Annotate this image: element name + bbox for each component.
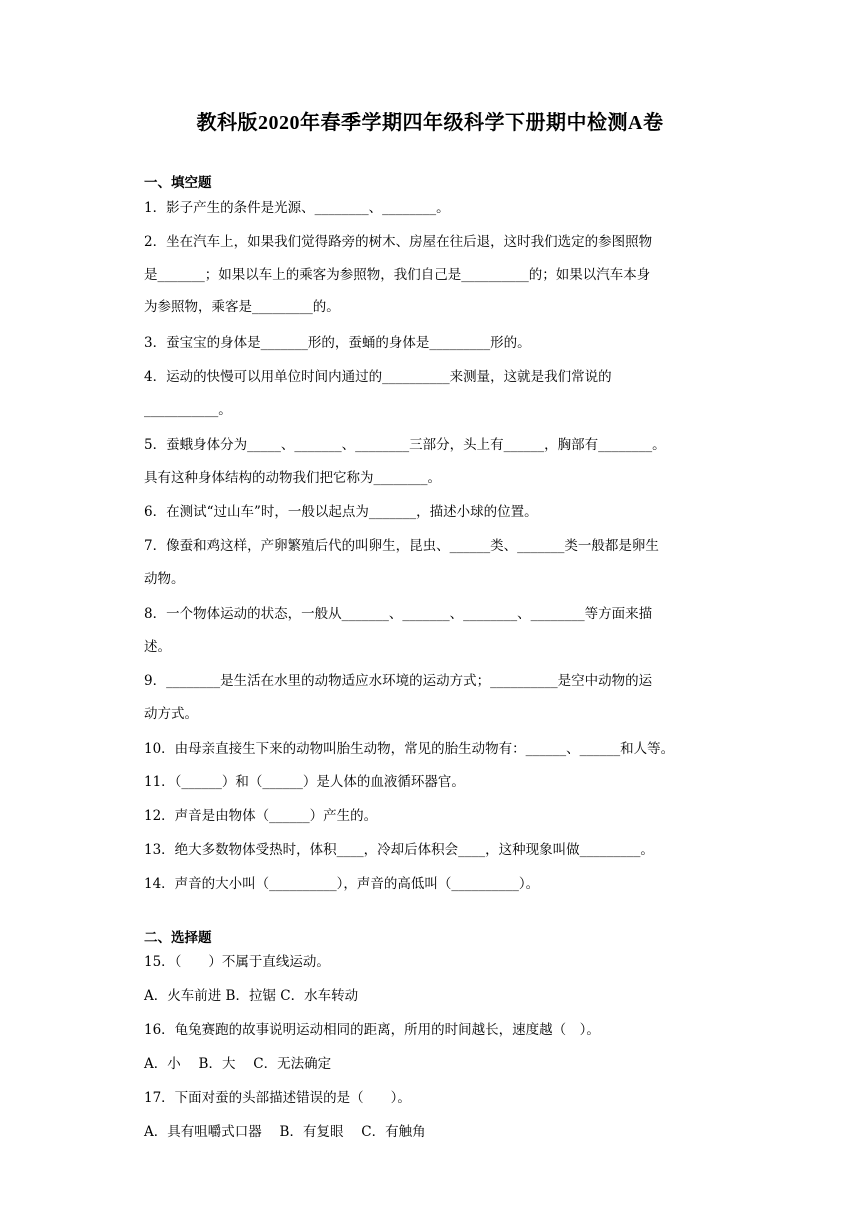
question-line: 6．在测试“过山车”时，一般以起点为_______，描述小球的位置。 — [144, 504, 538, 520]
question-line: 15．（ ）不属于直线运动。 — [144, 954, 330, 970]
question-line: 具有这种身体结构的动物我们把它称为________。 — [144, 470, 441, 486]
question-line: A．具有咀嚼式口器 B．有复眼 C．有触角 — [144, 1124, 426, 1140]
question-line: 动方式。 — [144, 706, 198, 722]
section-heading-multiple-choice: 二、选择题 — [144, 930, 212, 946]
question-line: 14．声音的大小叫（__________），声音的高低叫（__________）。 — [144, 876, 540, 892]
question-line: 3．蚕宝宝的身体是_______形的，蚕蛹的身体是_________形的。 — [144, 335, 531, 351]
question-line: 9．________是生活在水里的动物适应水环境的运动方式；__________是空中动物的运 — [144, 673, 653, 689]
question-line: 11．（______）和（______）是人体的血液循环器官。 — [144, 774, 465, 790]
question-line: 16．龟兔赛跑的故事说明运动相同的距离，所用的时间越长，速度越（ ）。 — [144, 1022, 600, 1038]
question-line: 动物。 — [144, 571, 185, 587]
question-line: 述。 — [144, 639, 171, 655]
question-line: 1．影子产生的条件是光源、________、________。 — [144, 200, 450, 216]
question-line: 12．声音是由物体（______）产生的。 — [144, 808, 378, 824]
question-line: A．小 B．大 C．无法确定 — [144, 1056, 332, 1072]
question-line: 5．蚕蛾身体分为_____、_______、________三部分，头上有______，胸部有________。 — [144, 437, 666, 453]
page-title: 教科版2020年春季学期四年级科学下册期中检测A卷 — [196, 112, 664, 134]
question-line: 为参照物，乘客是_________的。 — [144, 299, 340, 315]
section-heading-fill-blank: 一、填空题 — [144, 175, 212, 191]
question-line: 7．像蚕和鸡这样，产卵繁殖后代的叫卵生，昆虫、______类、_______类一般都是卵生 — [144, 538, 659, 554]
question-line: A．火车前进 B．拉锯 C．水车转动 — [144, 988, 359, 1004]
question-line: 4．运动的快慢可以用单位时间内通过的__________来测量，这就是我们常说的 — [144, 369, 612, 385]
question-line: 10．由母亲直接生下来的动物叫胎生动物，常见的胎生动物有：______、______和人等。 — [144, 741, 675, 757]
question-line: 是_______；如果以车上的乘客为参照物，我们自己是__________的；如果以汽车本身 — [144, 267, 651, 283]
question-line: 13．绝大多数物体受热时，体积____，冷却后体积会____，这种现象叫做_________。 — [144, 842, 654, 858]
question-line: ___________。 — [144, 402, 232, 418]
question-line: 8．一个物体运动的状态，一般从_______、_______、________、________等方面来描 — [144, 606, 653, 622]
question-line: 2．坐在汽车上，如果我们觉得路旁的树木、房屋在往后退，这时我们选定的参图照物 — [144, 234, 653, 250]
question-line: 17．下面对蚕的头部描述错误的是（ ）。 — [144, 1090, 411, 1106]
